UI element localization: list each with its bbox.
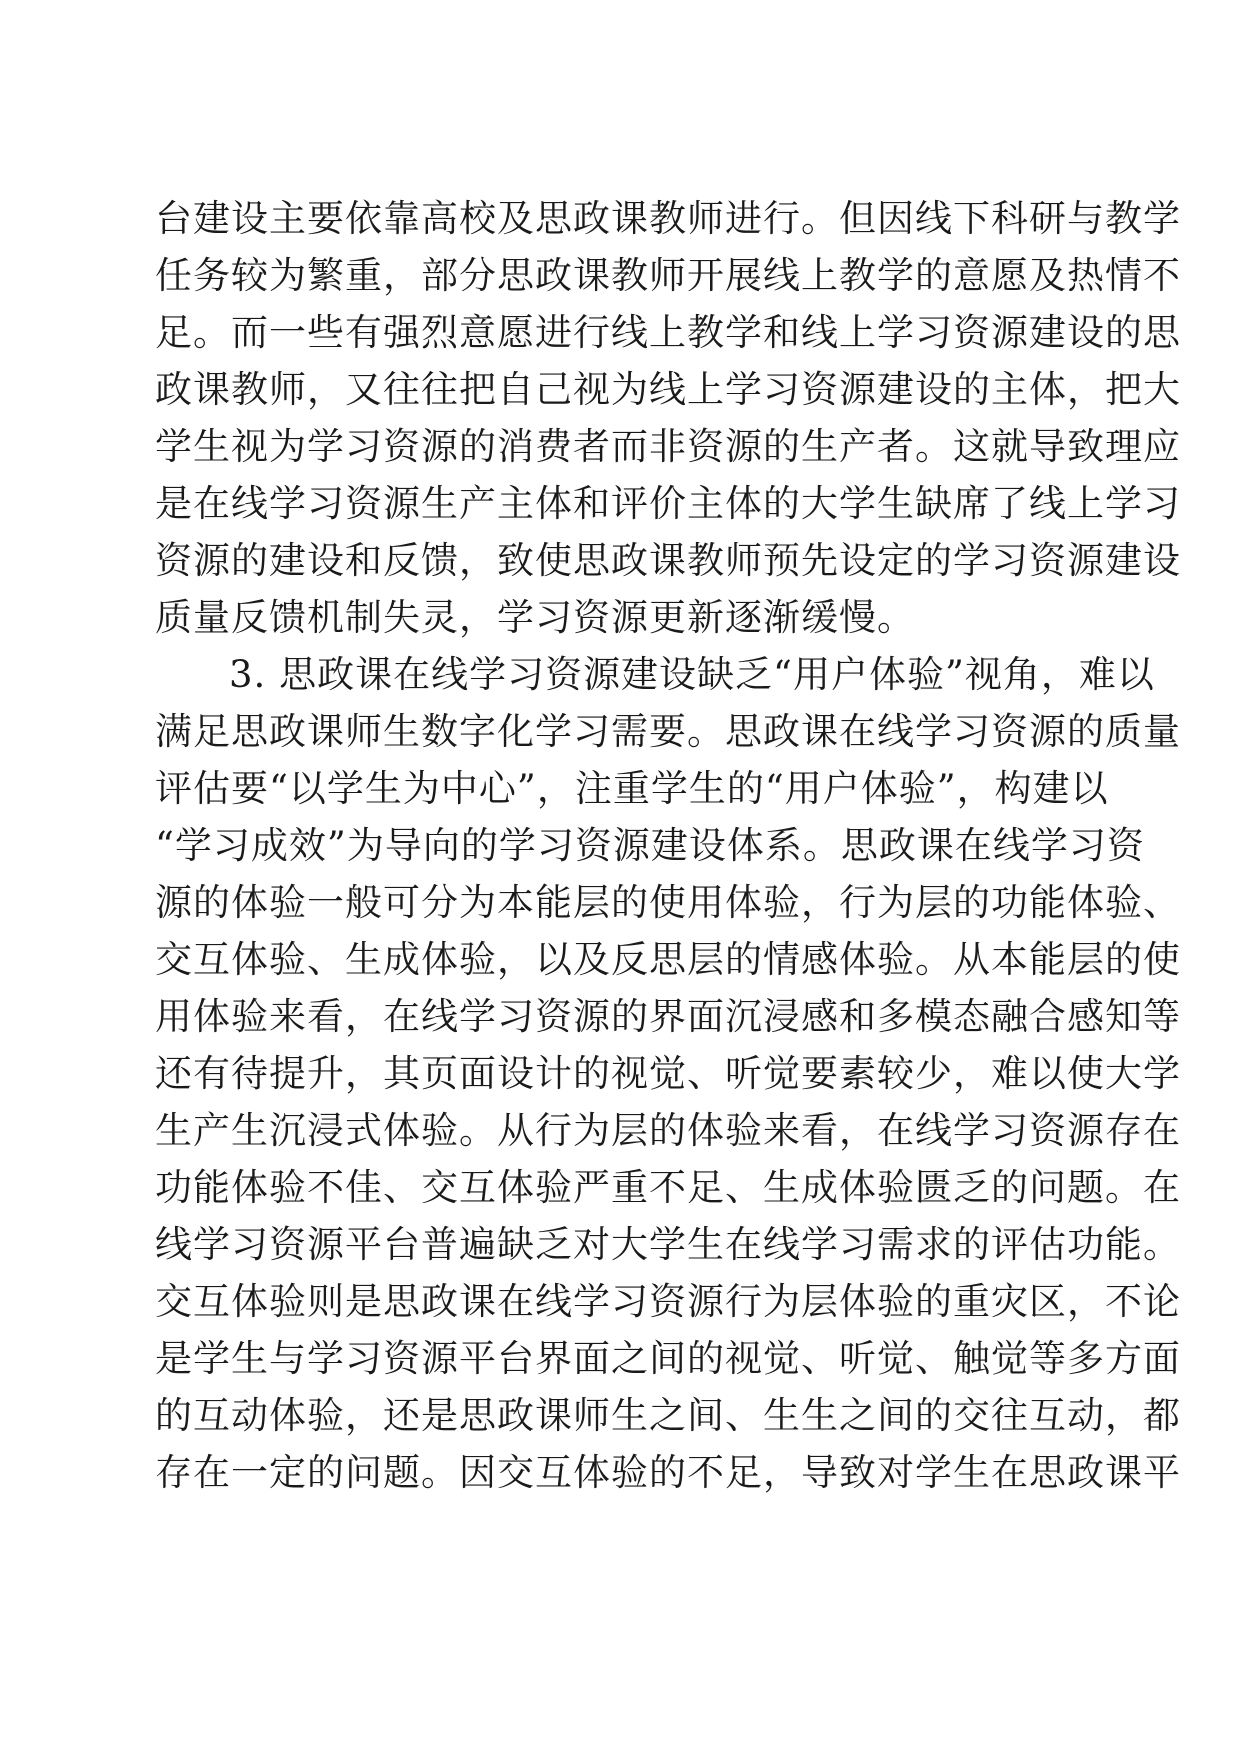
text-line: 质量反馈机制失灵，学习资源更新逐渐缓慢。 bbox=[155, 596, 915, 639]
text-line: 线学习资源平台普遍缺乏对大学生在线学习需求的评估功能。 bbox=[155, 1223, 1181, 1266]
text-line: 学生视为学习资源的消费者而非资源的生产者。这就导致理应 bbox=[155, 425, 1181, 468]
paragraph-1 bbox=[155, 190, 1181, 646]
text-line: 生产生沉浸式体验。从行为层的体验来看，在线学习资源存在 bbox=[155, 1109, 1181, 1152]
text-line: 源的体验一般可分为本能层的使用体验，行为层的功能体验、 bbox=[155, 881, 1181, 924]
text-line: 是学生与学习资源平台界面之间的视觉、听觉、触觉等多方面 bbox=[155, 1337, 1181, 1380]
text-line: 用体验来看，在线学习资源的界面沉浸感和多模态融合感知等 bbox=[155, 995, 1181, 1038]
text-line: 存在一定的问题。因交互体验的不足，导致对学生在思政课平 bbox=[155, 1451, 1181, 1494]
text-line: 满足思政课师生数字化学习需要。思政课在线学习资源的质量 bbox=[155, 710, 1181, 753]
text-line: 政课教师，又往往把自己视为线上学习资源建设的主体，把大 bbox=[155, 368, 1181, 411]
text-line: “学习成效”为导向的学习资源建设体系。思政课在线学习资 bbox=[155, 824, 1145, 867]
text-line: 还有待提升，其页面设计的视觉、听觉要素较少，难以使大学 bbox=[155, 1052, 1181, 1095]
text-line: 3. 思政课在线学习资源建设缺乏“用户体验”视角，难以 bbox=[229, 653, 1155, 696]
text-line: 交互体验、生成体验，以及反思层的情感体验。从本能层的使 bbox=[155, 938, 1181, 981]
text-line: 评估要“以学生为中心”，注重学生的“用户体验”，构建以 bbox=[155, 767, 1109, 810]
text-line: 交互体验则是思政课在线学习资源行为层体验的重灾区，不论 bbox=[155, 1280, 1181, 1323]
text-line: 资源的建设和反馈，致使思政课教师预先设定的学习资源建设 bbox=[155, 539, 1181, 582]
text-line: 是在线学习资源生产主体和评价主体的大学生缺席了线上学习 bbox=[155, 482, 1181, 525]
text-line: 任务较为繁重，部分思政课教师开展线上教学的意愿及热情不 bbox=[155, 254, 1181, 297]
text-line: 的互动体验，还是思政课师生之间、生生之间的交往互动，都 bbox=[155, 1394, 1181, 1437]
body-text bbox=[155, 190, 1181, 1501]
text-line: 台建设主要依靠高校及思政课教师进行。但因线下科研与教学 bbox=[155, 197, 1181, 240]
text-line: 足。而一些有强烈意愿进行线上教学和线上学习资源建设的思 bbox=[155, 311, 1181, 354]
paragraph-2 bbox=[155, 646, 1181, 1501]
text-line: 功能体验不佳、交互体验严重不足、生成体验匮乏的问题。在 bbox=[155, 1166, 1181, 1209]
